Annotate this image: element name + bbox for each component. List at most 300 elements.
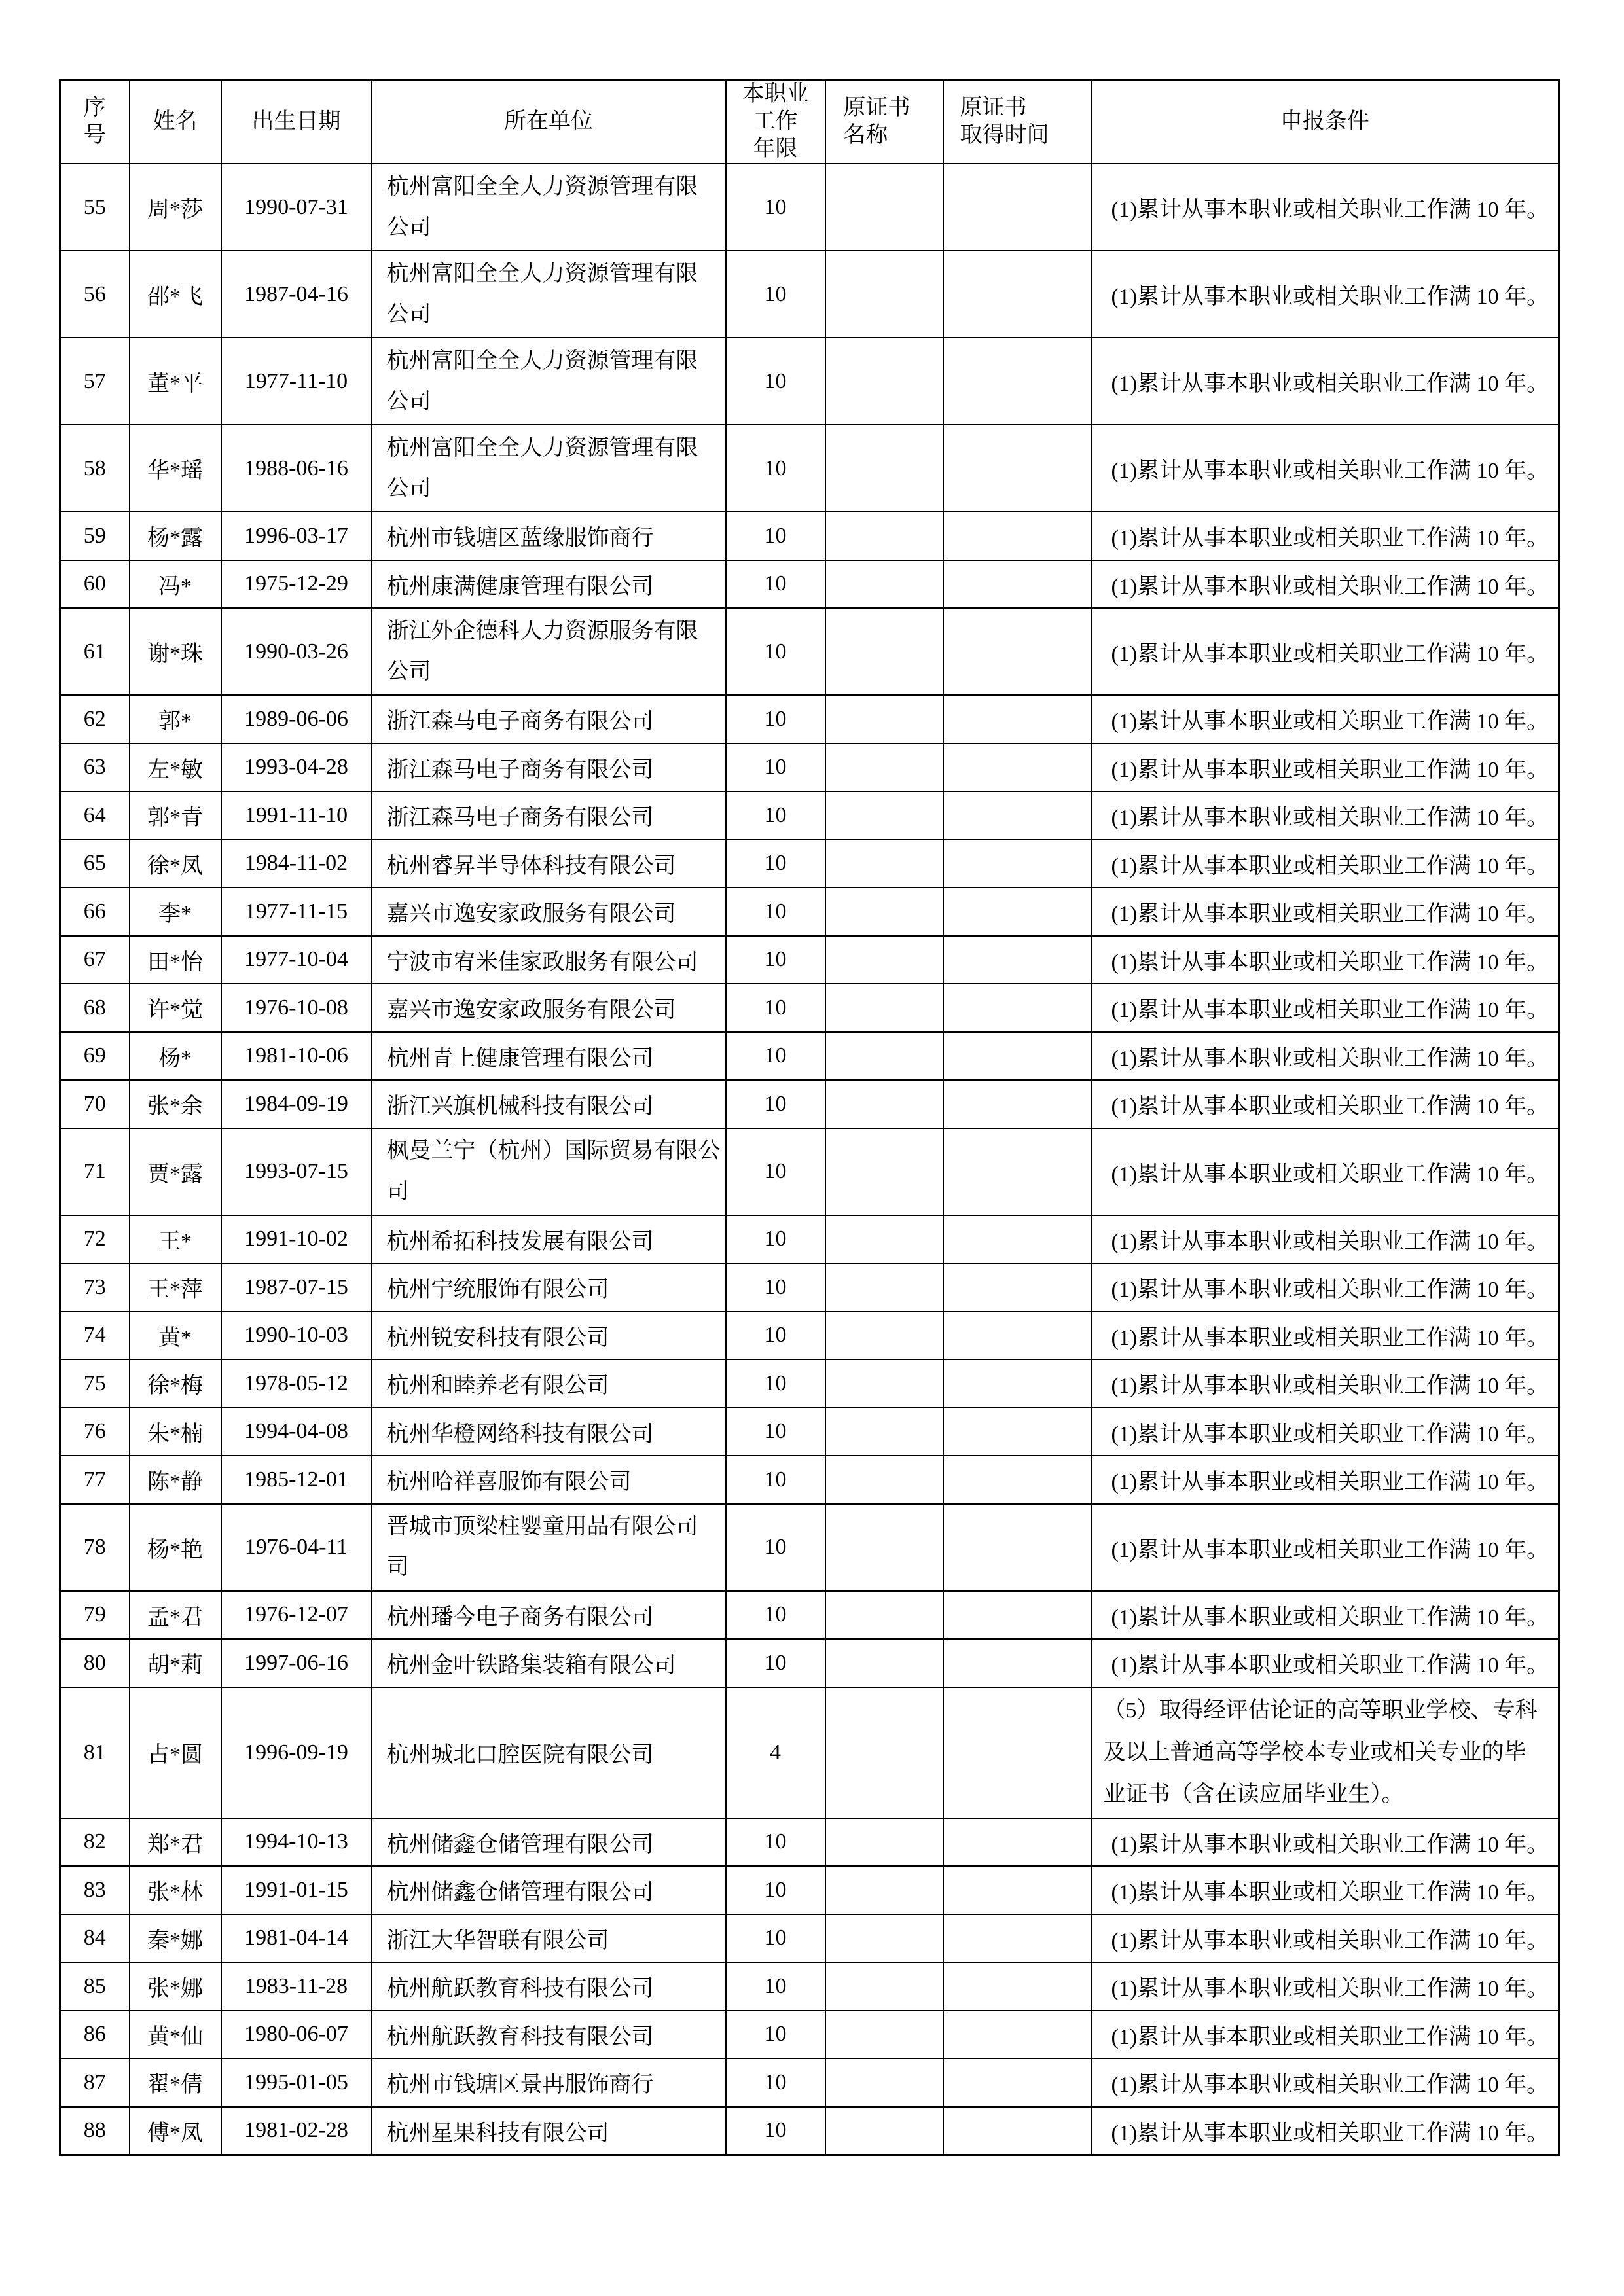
cell-condition bbox=[1091, 560, 1559, 609]
table-row bbox=[60, 1263, 1559, 1312]
cell-condition bbox=[1091, 1591, 1559, 1640]
cell-unit bbox=[372, 1312, 726, 1360]
cell-unit-line: 浙江兴旗机械科技有限公司 bbox=[386, 1094, 654, 1119]
cell-unit-line: 杭州宁统服饰有限公司 bbox=[386, 1278, 609, 1302]
header-text-line: 原证书 bbox=[843, 96, 911, 120]
cell-birth-date: 1975-12-29 bbox=[221, 560, 372, 609]
cell-cert-name bbox=[825, 1687, 943, 1818]
cell-birth-date: 1995-01-05 bbox=[221, 2058, 372, 2107]
cell-cert-name bbox=[825, 1408, 943, 1456]
cell-condition bbox=[1091, 425, 1559, 512]
cell-unit-line: 杭州华橙网络科技有限公司 bbox=[386, 1422, 654, 1446]
cell-condition-line: (1)累计从事本职业或相关职业工作满 10 年。 bbox=[1111, 1094, 1549, 1119]
cell-work-years: 10 bbox=[726, 1456, 825, 1504]
cell-birth-date: 1991-01-15 bbox=[221, 1866, 372, 1914]
cell-name: 徐*梅 bbox=[130, 1359, 221, 1408]
cell-condition-line: (1)累计从事本职业或相关职业工作满 10 年。 bbox=[1111, 1537, 1549, 1562]
cell-condition-line: (1)累计从事本职业或相关职业工作满 10 年。 bbox=[1111, 1422, 1549, 1446]
cell-condition bbox=[1091, 744, 1559, 792]
cell-cert-date bbox=[943, 791, 1091, 840]
cell-cert-date bbox=[943, 1215, 1091, 1264]
cell-work-years: 10 bbox=[726, 1962, 825, 2011]
cell-work-years: 10 bbox=[726, 2058, 825, 2107]
table-row bbox=[60, 1639, 1559, 1687]
cell-condition bbox=[1091, 936, 1559, 984]
cell-condition-line: (1)累计从事本职业或相关职业工作满 10 年。 bbox=[1111, 902, 1549, 927]
cell-birth-date: 1990-07-31 bbox=[221, 164, 372, 251]
cell-unit-line: 公司 bbox=[386, 476, 431, 501]
cell-cert-name bbox=[825, 695, 943, 744]
cell-cert-date bbox=[943, 984, 1091, 1032]
cell-condition-line: (1)累计从事本职业或相关职业工作满 10 年。 bbox=[1111, 1928, 1549, 1953]
cell-work-years: 10 bbox=[726, 164, 825, 251]
cell-name: 徐*凤 bbox=[130, 840, 221, 888]
cell-serial-no: 58 bbox=[60, 425, 130, 512]
cell-work-years: 10 bbox=[726, 1818, 825, 1867]
cell-birth-date: 1976-12-07 bbox=[221, 1591, 372, 1640]
cell-birth-date: 1997-06-16 bbox=[221, 1639, 372, 1687]
cell-cert-date bbox=[943, 1080, 1091, 1128]
cell-condition-line: (1)累计从事本职业或相关职业工作满 10 年。 bbox=[1111, 2024, 1549, 2049]
cell-cert-name bbox=[825, 936, 943, 984]
cell-condition-line: (1)累计从事本职业或相关职业工作满 10 年。 bbox=[1111, 806, 1549, 831]
cell-name: 胡*莉 bbox=[130, 1639, 221, 1687]
cell-serial-no: 62 bbox=[60, 695, 130, 744]
cell-work-years: 10 bbox=[726, 1215, 825, 1264]
cell-birth-date: 1996-03-17 bbox=[221, 512, 372, 560]
table-row bbox=[60, 1914, 1559, 1963]
cell-work-years: 10 bbox=[726, 425, 825, 512]
cell-cert-date bbox=[943, 560, 1091, 609]
cell-unit-line: 杭州星果科技有限公司 bbox=[386, 2121, 609, 2145]
cell-cert-name bbox=[825, 1456, 943, 1504]
cell-unit bbox=[372, 608, 726, 695]
cell-serial-no: 68 bbox=[60, 984, 130, 1032]
cell-work-years: 10 bbox=[726, 840, 825, 888]
cell-serial-no: 76 bbox=[60, 1408, 130, 1456]
cell-condition-line: 业证书（含在读应届毕业生）。 bbox=[1103, 1782, 1404, 1806]
cell-unit bbox=[372, 1818, 726, 1867]
cell-birth-date: 1981-10-06 bbox=[221, 1032, 372, 1081]
header-text-line: 姓名 bbox=[153, 109, 198, 134]
cell-unit bbox=[372, 695, 726, 744]
cell-condition bbox=[1091, 608, 1559, 695]
cell-serial-no: 63 bbox=[60, 744, 130, 792]
cell-unit-line: 杭州希拓科技发展有限公司 bbox=[386, 1229, 654, 1254]
header-cell-name bbox=[130, 80, 221, 164]
cell-unit-line: 杭州和睦养老有限公司 bbox=[386, 1374, 609, 1399]
cell-birth-date: 1978-05-12 bbox=[221, 1359, 372, 1408]
cell-cert-name bbox=[825, 1215, 943, 1264]
cell-work-years: 10 bbox=[726, 744, 825, 792]
table-row bbox=[60, 695, 1559, 744]
cell-unit-line: 枫曼兰宁（杭州）国际贸易有限公 bbox=[386, 1139, 721, 1163]
cell-condition bbox=[1091, 2011, 1559, 2059]
cell-condition bbox=[1091, 1032, 1559, 1081]
cell-cert-name bbox=[825, 1866, 943, 1914]
cell-cert-name bbox=[825, 840, 943, 888]
cell-condition bbox=[1091, 1263, 1559, 1312]
cell-unit bbox=[372, 1866, 726, 1914]
cell-cert-name bbox=[825, 1914, 943, 1963]
cell-unit-line: 杭州璠今电子商务有限公司 bbox=[386, 1605, 654, 1630]
header-text-line: 号 bbox=[83, 123, 106, 147]
cell-work-years: 10 bbox=[726, 512, 825, 560]
header-cell-unit bbox=[372, 80, 726, 164]
cell-condition-line: (1)累计从事本职业或相关职业工作满 10 年。 bbox=[1111, 1880, 1549, 1905]
table-row bbox=[60, 936, 1559, 984]
cell-birth-date: 1987-07-15 bbox=[221, 1263, 372, 1312]
cell-unit bbox=[372, 2011, 726, 2059]
header-text-line: 原证书 bbox=[960, 96, 1027, 120]
cell-condition bbox=[1091, 1639, 1559, 1687]
cell-work-years: 10 bbox=[726, 1359, 825, 1408]
cell-birth-date: 1981-04-14 bbox=[221, 1914, 372, 1963]
cell-name: 王* bbox=[130, 1215, 221, 1264]
cell-serial-no: 66 bbox=[60, 888, 130, 936]
cell-serial-no: 77 bbox=[60, 1456, 130, 1504]
cell-cert-date bbox=[943, 1456, 1091, 1504]
cell-name: 杨*露 bbox=[130, 512, 221, 560]
cell-cert-name bbox=[825, 888, 943, 936]
cell-name: 朱*楠 bbox=[130, 1408, 221, 1456]
cell-condition bbox=[1091, 338, 1559, 425]
cell-cert-date bbox=[943, 512, 1091, 560]
cell-name: 贾*露 bbox=[130, 1128, 221, 1215]
cell-unit-line: 浙江大华智联有限公司 bbox=[386, 1928, 609, 1953]
cell-serial-no: 69 bbox=[60, 1032, 130, 1081]
cell-condition-line: （5）取得经评估论证的高等职业学校、专科 bbox=[1103, 1698, 1538, 1723]
cell-unit-line: 杭州青上健康管理有限公司 bbox=[386, 1046, 654, 1071]
table-row bbox=[60, 1456, 1559, 1504]
cell-condition-line: (1)累计从事本职业或相关职业工作满 10 年。 bbox=[1111, 2073, 1549, 2098]
cell-condition-line: (1)累计从事本职业或相关职业工作满 10 年。 bbox=[1111, 1278, 1549, 1302]
table-row bbox=[60, 1866, 1559, 1914]
cell-cert-name bbox=[825, 1818, 943, 1867]
cell-unit bbox=[372, 888, 726, 936]
cell-cert-date bbox=[943, 1263, 1091, 1312]
cell-condition-line: (1)累计从事本职业或相关职业工作满 10 年。 bbox=[1111, 853, 1549, 878]
cell-unit bbox=[372, 1504, 726, 1591]
cell-birth-date: 1994-10-13 bbox=[221, 1818, 372, 1867]
cell-work-years: 10 bbox=[726, 1591, 825, 1640]
cell-unit bbox=[372, 560, 726, 609]
cell-name: 翟*倩 bbox=[130, 2058, 221, 2107]
cell-cert-name bbox=[825, 2058, 943, 2107]
table-row bbox=[60, 608, 1559, 695]
cell-unit-line: 杭州航跃教育科技有限公司 bbox=[386, 2024, 654, 2049]
cell-unit-line: 浙江外企德科人力资源服务有限 bbox=[386, 619, 698, 643]
table-body bbox=[60, 164, 1559, 2155]
header-text-line: 年限 bbox=[753, 137, 798, 161]
cell-unit bbox=[372, 164, 726, 251]
cell-name: 谢*珠 bbox=[130, 608, 221, 695]
cell-unit bbox=[372, 1914, 726, 1963]
cell-cert-date bbox=[943, 888, 1091, 936]
cell-condition bbox=[1091, 1962, 1559, 2011]
cell-cert-date bbox=[943, 338, 1091, 425]
cell-cert-date bbox=[943, 2011, 1091, 2059]
cell-cert-date bbox=[943, 425, 1091, 512]
cell-cert-name bbox=[825, 984, 943, 1032]
cell-cert-name bbox=[825, 2011, 943, 2059]
cell-condition bbox=[1091, 1312, 1559, 1360]
cell-name: 田*怡 bbox=[130, 936, 221, 984]
cell-serial-no: 65 bbox=[60, 840, 130, 888]
table-row bbox=[60, 512, 1559, 560]
cell-unit-line: 杭州哈祥喜服饰有限公司 bbox=[386, 1470, 632, 1495]
cell-condition bbox=[1091, 1456, 1559, 1504]
cell-work-years: 10 bbox=[726, 2107, 825, 2155]
cell-name: 杨*艳 bbox=[130, 1504, 221, 1591]
cell-work-years: 10 bbox=[726, 1504, 825, 1591]
cell-serial-no: 57 bbox=[60, 338, 130, 425]
cell-serial-no: 61 bbox=[60, 608, 130, 695]
cell-serial-no: 55 bbox=[60, 164, 130, 251]
cell-unit-line: 公司 bbox=[386, 302, 431, 327]
cell-cert-name bbox=[825, 791, 943, 840]
cell-cert-date bbox=[943, 1128, 1091, 1215]
cell-work-years: 10 bbox=[726, 1263, 825, 1312]
cell-birth-date: 1983-11-28 bbox=[221, 1962, 372, 2011]
cell-unit bbox=[372, 744, 726, 792]
cell-cert-name bbox=[825, 2107, 943, 2155]
cell-condition-line: (1)累计从事本职业或相关职业工作满 10 年。 bbox=[1111, 285, 1549, 309]
header-cell-birth-date bbox=[221, 80, 372, 164]
cell-condition-line: (1)累计从事本职业或相关职业工作满 10 年。 bbox=[1111, 198, 1549, 222]
header-text-line: 取得时间 bbox=[960, 123, 1049, 147]
header-text-line: 名称 bbox=[843, 123, 888, 147]
cell-name: 张*林 bbox=[130, 1866, 221, 1914]
cell-work-years: 10 bbox=[726, 608, 825, 695]
cell-unit bbox=[372, 425, 726, 512]
cell-unit bbox=[372, 1962, 726, 2011]
cell-cert-name bbox=[825, 560, 943, 609]
cell-serial-no: 80 bbox=[60, 1639, 130, 1687]
cell-serial-no: 78 bbox=[60, 1504, 130, 1591]
cell-name: 邵*飞 bbox=[130, 251, 221, 338]
cell-condition bbox=[1091, 984, 1559, 1032]
cell-cert-date bbox=[943, 251, 1091, 338]
table-row bbox=[60, 338, 1559, 425]
cell-unit bbox=[372, 512, 726, 560]
cell-unit bbox=[372, 338, 726, 425]
cell-unit-line: 杭州储鑫仓储管理有限公司 bbox=[386, 1880, 654, 1905]
cell-condition-line: (1)累计从事本职业或相关职业工作满 10 年。 bbox=[1111, 1162, 1549, 1187]
cell-name: 占*圆 bbox=[130, 1687, 221, 1818]
cell-condition-line: (1)累计从事本职业或相关职业工作满 10 年。 bbox=[1111, 526, 1549, 551]
cell-serial-no: 74 bbox=[60, 1312, 130, 1360]
cell-condition-line: (1)累计从事本职业或相关职业工作满 10 年。 bbox=[1111, 1374, 1549, 1399]
cell-cert-date bbox=[943, 1312, 1091, 1360]
cell-birth-date: 1977-10-04 bbox=[221, 936, 372, 984]
cell-cert-date bbox=[943, 936, 1091, 984]
applicant-table bbox=[59, 79, 1560, 2156]
cell-serial-no: 83 bbox=[60, 1866, 130, 1914]
cell-unit bbox=[372, 2107, 726, 2155]
cell-name: 张*余 bbox=[130, 1080, 221, 1128]
table-row bbox=[60, 1504, 1559, 1591]
cell-name: 左*敏 bbox=[130, 744, 221, 792]
cell-name: 杨* bbox=[130, 1032, 221, 1081]
cell-work-years: 10 bbox=[726, 888, 825, 936]
cell-birth-date: 1984-11-02 bbox=[221, 840, 372, 888]
cell-condition bbox=[1091, 164, 1559, 251]
cell-condition-line: (1)累计从事本职业或相关职业工作满 10 年。 bbox=[1111, 1046, 1549, 1071]
cell-condition bbox=[1091, 251, 1559, 338]
cell-cert-name bbox=[825, 1032, 943, 1081]
cell-birth-date: 1976-04-11 bbox=[221, 1504, 372, 1591]
cell-birth-date: 1980-06-07 bbox=[221, 2011, 372, 2059]
cell-unit-line: 浙江森马电子商务有限公司 bbox=[386, 709, 654, 734]
cell-unit-line: 杭州城北口腔医院有限公司 bbox=[386, 1743, 654, 1767]
cell-work-years: 10 bbox=[726, 560, 825, 609]
cell-condition-line: (1)累计从事本职业或相关职业工作满 10 年。 bbox=[1111, 459, 1549, 483]
cell-work-years: 10 bbox=[726, 1639, 825, 1687]
cell-condition bbox=[1091, 840, 1559, 888]
cell-unit-line: 司 bbox=[386, 1179, 409, 1204]
cell-condition-line: (1)累计从事本职业或相关职业工作满 10 年。 bbox=[1111, 1605, 1549, 1630]
cell-unit-line: 杭州富阳全全人力资源管理有限 bbox=[386, 261, 698, 286]
table-row bbox=[60, 1962, 1559, 2011]
cell-serial-no: 64 bbox=[60, 791, 130, 840]
header-cell-cert-date bbox=[943, 80, 1091, 164]
cell-name: 冯* bbox=[130, 560, 221, 609]
cell-cert-date bbox=[943, 2107, 1091, 2155]
cell-cert-date bbox=[943, 1818, 1091, 1867]
cell-cert-name bbox=[825, 1263, 943, 1312]
cell-cert-name bbox=[825, 512, 943, 560]
cell-birth-date: 1977-11-10 bbox=[221, 338, 372, 425]
cell-unit-line: 公司 bbox=[386, 659, 431, 684]
table-row bbox=[60, 1032, 1559, 1081]
cell-unit bbox=[372, 1408, 726, 1456]
cell-cert-date bbox=[943, 608, 1091, 695]
cell-unit bbox=[372, 1263, 726, 1312]
cell-condition bbox=[1091, 1128, 1559, 1215]
cell-condition bbox=[1091, 1687, 1559, 1818]
cell-unit bbox=[372, 1639, 726, 1687]
cell-condition bbox=[1091, 1359, 1559, 1408]
cell-unit-line: 宁波市宥米佳家政服务有限公司 bbox=[386, 950, 698, 975]
cell-condition bbox=[1091, 1215, 1559, 1264]
header-cell-condition bbox=[1091, 80, 1559, 164]
cell-birth-date: 1991-10-02 bbox=[221, 1215, 372, 1264]
cell-condition bbox=[1091, 2058, 1559, 2107]
cell-work-years: 10 bbox=[726, 1312, 825, 1360]
cell-condition-line: (1)累计从事本职业或相关职业工作满 10 年。 bbox=[1111, 1229, 1549, 1254]
table-row bbox=[60, 2107, 1559, 2155]
cell-unit bbox=[372, 2058, 726, 2107]
cell-name: 董*平 bbox=[130, 338, 221, 425]
table-row bbox=[60, 1128, 1559, 1215]
header-text-line: 工作 bbox=[753, 109, 798, 134]
cell-cert-date bbox=[943, 1359, 1091, 1408]
cell-work-years: 10 bbox=[726, 695, 825, 744]
cell-cert-name bbox=[825, 1080, 943, 1128]
table-row bbox=[60, 744, 1559, 792]
table-row bbox=[60, 1312, 1559, 1360]
cell-cert-name bbox=[825, 164, 943, 251]
cell-cert-date bbox=[943, 1408, 1091, 1456]
cell-name: 华*瑶 bbox=[130, 425, 221, 512]
cell-cert-date bbox=[943, 2058, 1091, 2107]
cell-cert-name bbox=[825, 1359, 943, 1408]
cell-work-years: 10 bbox=[726, 984, 825, 1032]
cell-condition bbox=[1091, 1408, 1559, 1456]
cell-name: 李* bbox=[130, 888, 221, 936]
cell-unit-line: 杭州富阳全全人力资源管理有限 bbox=[386, 348, 698, 373]
table-row bbox=[60, 1080, 1559, 1128]
cell-name: 张*娜 bbox=[130, 1962, 221, 2011]
cell-condition-line: (1)累计从事本职业或相关职业工作满 10 年。 bbox=[1111, 1832, 1549, 1857]
cell-condition bbox=[1091, 695, 1559, 744]
table-row bbox=[60, 1408, 1559, 1456]
cell-condition-line: (1)累计从事本职业或相关职业工作满 10 年。 bbox=[1111, 642, 1549, 666]
cell-condition-line: (1)累计从事本职业或相关职业工作满 10 年。 bbox=[1111, 757, 1549, 782]
cell-condition-line: (1)累计从事本职业或相关职业工作满 10 年。 bbox=[1111, 574, 1549, 599]
cell-birth-date: 1996-09-19 bbox=[221, 1687, 372, 1818]
cell-name: 郭* bbox=[130, 695, 221, 744]
cell-cert-date bbox=[943, 1591, 1091, 1640]
cell-serial-no: 71 bbox=[60, 1128, 130, 1215]
header-text-line: 所在单位 bbox=[504, 109, 593, 134]
cell-cert-date bbox=[943, 1032, 1091, 1081]
table-row bbox=[60, 2011, 1559, 2059]
cell-work-years: 10 bbox=[726, 1914, 825, 1963]
cell-unit bbox=[372, 840, 726, 888]
header-cell-work-years bbox=[726, 80, 825, 164]
table-row bbox=[60, 425, 1559, 512]
cell-cert-date bbox=[943, 1914, 1091, 1963]
cell-serial-no: 86 bbox=[60, 2011, 130, 2059]
table-row bbox=[60, 984, 1559, 1032]
cell-condition-line: (1)累计从事本职业或相关职业工作满 10 年。 bbox=[1111, 1653, 1549, 1678]
header-cell-cert-name bbox=[825, 80, 943, 164]
cell-condition-line: (1)累计从事本职业或相关职业工作满 10 年。 bbox=[1111, 998, 1549, 1023]
cell-cert-date bbox=[943, 1504, 1091, 1591]
table-row bbox=[60, 1818, 1559, 1867]
cell-unit bbox=[372, 1687, 726, 1818]
cell-cert-name bbox=[825, 1504, 943, 1591]
cell-serial-no: 87 bbox=[60, 2058, 130, 2107]
cell-condition bbox=[1091, 1504, 1559, 1591]
cell-condition-line: (1)累计从事本职业或相关职业工作满 10 年。 bbox=[1111, 372, 1549, 396]
cell-unit-line: 公司 bbox=[386, 389, 431, 414]
cell-serial-no: 73 bbox=[60, 1263, 130, 1312]
cell-cert-name bbox=[825, 1591, 943, 1640]
cell-serial-no: 56 bbox=[60, 251, 130, 338]
cell-serial-no: 84 bbox=[60, 1914, 130, 1963]
table-row bbox=[60, 840, 1559, 888]
cell-cert-date bbox=[943, 1962, 1091, 2011]
header-text-line: 本职业 bbox=[742, 82, 809, 106]
cell-work-years: 10 bbox=[726, 936, 825, 984]
cell-condition-line: (1)累计从事本职业或相关职业工作满 10 年。 bbox=[1111, 1977, 1549, 2001]
cell-birth-date: 1991-11-10 bbox=[221, 791, 372, 840]
cell-serial-no: 60 bbox=[60, 560, 130, 609]
cell-condition bbox=[1091, 1818, 1559, 1867]
cell-condition-line: (1)累计从事本职业或相关职业工作满 10 年。 bbox=[1111, 2121, 1549, 2145]
cell-serial-no: 81 bbox=[60, 1687, 130, 1818]
table-header bbox=[60, 80, 1559, 164]
header-row bbox=[60, 80, 1559, 164]
cell-unit-line: 嘉兴市逸安家政服务有限公司 bbox=[386, 998, 676, 1023]
cell-cert-date bbox=[943, 744, 1091, 792]
table-row bbox=[60, 1687, 1559, 1818]
cell-serial-no: 79 bbox=[60, 1591, 130, 1640]
cell-serial-no: 88 bbox=[60, 2107, 130, 2155]
